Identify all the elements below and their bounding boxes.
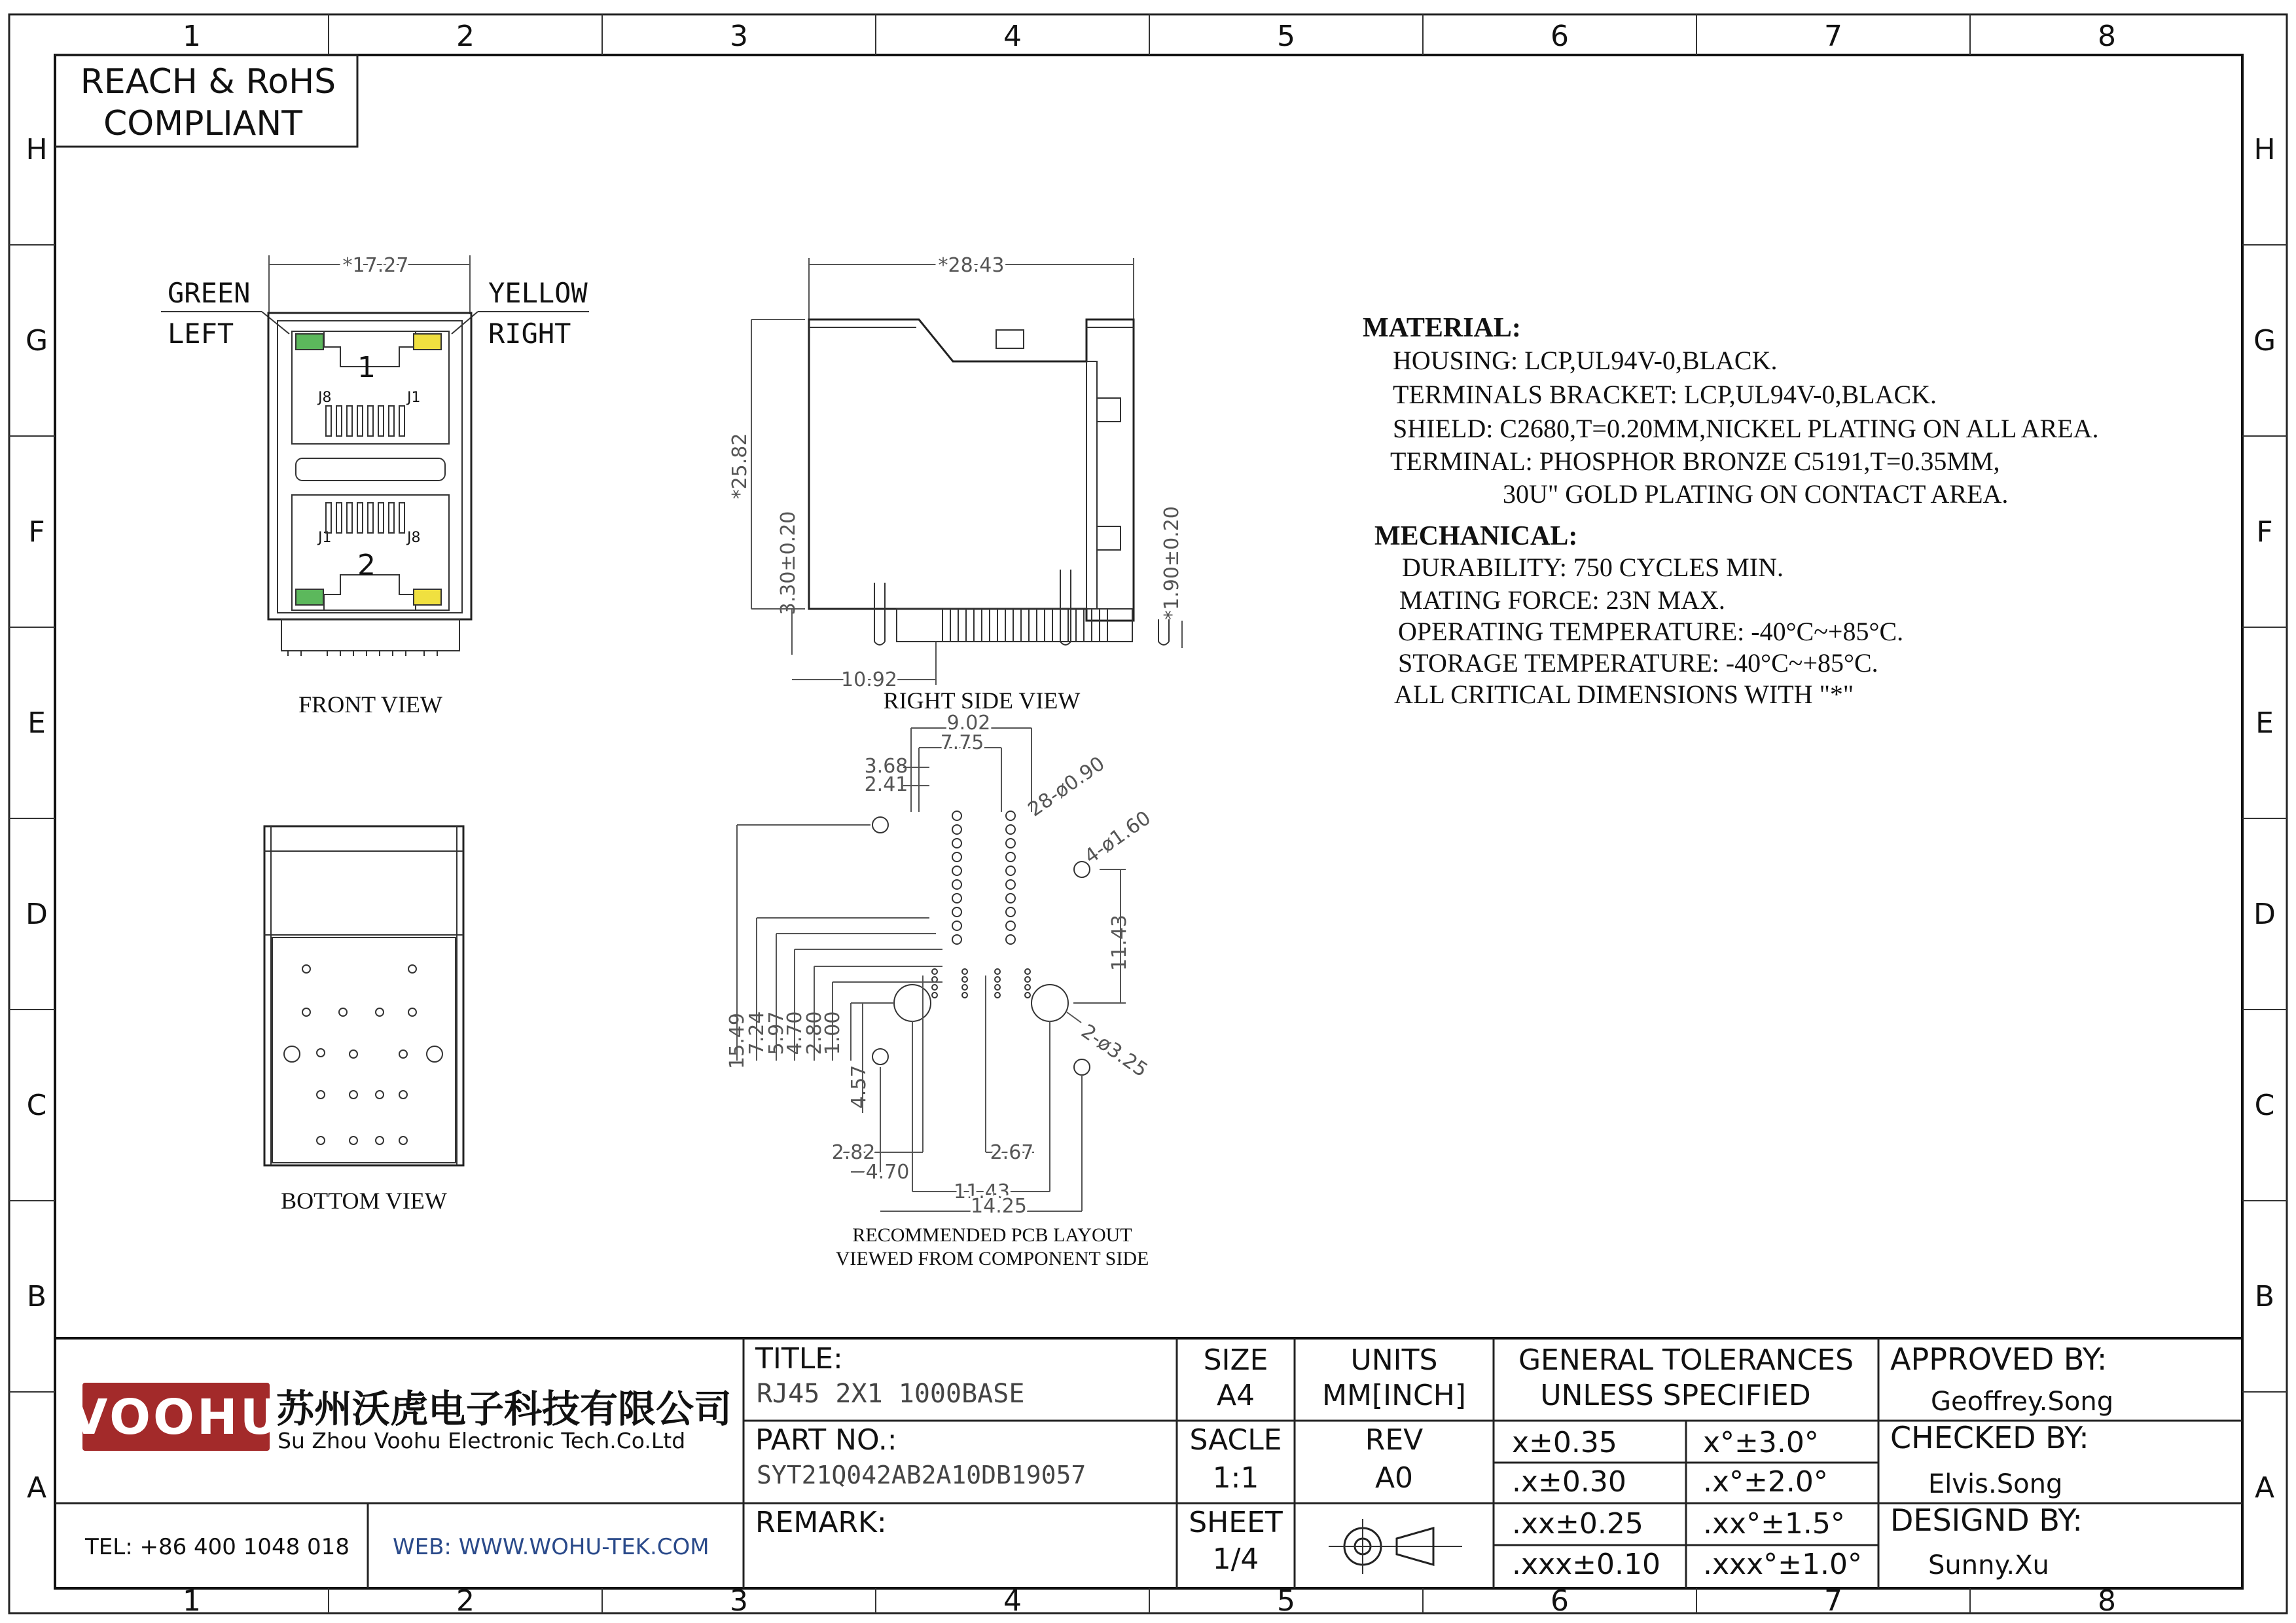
tol-linear: .xx±0.25 [1512, 1507, 1643, 1541]
dim-3-68: 3.68 [864, 755, 908, 778]
scale-value: 1:1 [1212, 1461, 1259, 1495]
contact-pin [368, 503, 373, 533]
dim-7-75: 7.75 [940, 731, 984, 754]
compliance-line-1: REACH & RoHS [80, 62, 336, 101]
mechanical-line: DURABILITY: 750 CYCLES MIN. [1402, 553, 1784, 582]
col-label-bottom: 1 [183, 1584, 201, 1618]
part-value: SYT21Q042AB2A10DB19057 [757, 1461, 1086, 1489]
pcb-hole [952, 852, 961, 862]
bottom-view [264, 826, 463, 1214]
pcb-hole [1006, 866, 1015, 875]
pcb-hole [995, 969, 1000, 974]
col-label-bottom: 3 [730, 1584, 748, 1618]
company-name-en: Su Zhou Voohu Electronic Tech.Co.Ltd [278, 1428, 686, 1453]
scale-label: SACLE [1189, 1423, 1282, 1457]
pcb-hole [995, 977, 1000, 982]
tol-angular: x°±3.0° [1703, 1426, 1819, 1459]
col-label-bottom: 8 [2098, 1584, 2116, 1618]
dim-15-49: 15.49 [726, 1013, 749, 1069]
company-name-cn: 苏州沃虎电子科技有限公司 [276, 1387, 732, 1431]
pin-hole [317, 1091, 325, 1099]
row-label-right: F [2256, 515, 2273, 549]
pcb-hole [995, 985, 1000, 990]
mechanical-line: ALL CRITICAL DIMENSIONS WITH "*" [1394, 680, 1854, 709]
row-label-left: H [26, 133, 48, 166]
tolerance-title-2: UNLESS SPECIFIED [1540, 1379, 1811, 1412]
approved-label: APPROVED BY: [1890, 1341, 2108, 1377]
pcb-hole [952, 880, 961, 889]
row-label-right: E [2255, 706, 2274, 740]
rev-value: A0 [1374, 1461, 1414, 1495]
dim-9-02: 9.02 [946, 712, 991, 735]
dim-2-82: 2.82 [831, 1141, 876, 1164]
contact-pin [399, 503, 404, 533]
contact-pin [399, 406, 404, 436]
row-label-left: F [28, 515, 45, 549]
title-value: RJ45 2X1 1000BASE [757, 1379, 1025, 1409]
tol-linear: .x±0.30 [1512, 1465, 1626, 1499]
contact-pin [326, 503, 331, 533]
pcb-layout [726, 712, 1155, 1269]
pin-hole [350, 1091, 357, 1099]
led-yellow-top [414, 334, 441, 350]
contact-pin [336, 406, 342, 436]
col-label-top: 6 [1551, 20, 1569, 53]
material-line: HOUSING: LCP,UL94V-0,BLACK. [1393, 346, 1778, 375]
row-label-right: H [2253, 133, 2276, 166]
pcb-hole [952, 825, 961, 834]
pin-length-right-dim: *1.90±0.20 [1160, 506, 1183, 620]
pcb-hole [952, 907, 961, 917]
pin-hole [376, 1137, 384, 1144]
contact-pin [378, 406, 384, 436]
tol-angular: .x°±2.0° [1703, 1465, 1828, 1499]
col-label-top: 3 [730, 20, 748, 53]
contact-pin [357, 406, 363, 436]
col-label-top: 8 [2098, 20, 2116, 53]
pcb-hole [1006, 894, 1015, 903]
compliance-line-2: COMPLIANT [103, 104, 303, 143]
pin-hole [317, 1137, 325, 1144]
size-label: SIZE [1203, 1343, 1268, 1377]
pin-hole [399, 1091, 407, 1099]
j1-bottom-label: J1 [318, 530, 332, 546]
hole-0-90-dim: 28-ø0.90 [1024, 752, 1109, 822]
pcb-hole [1025, 969, 1030, 974]
side-view-label: RIGHT SIDE VIEW [883, 687, 1081, 714]
led-yellow-bottom [414, 589, 441, 605]
row-label-left: A [26, 1471, 47, 1504]
side-bottom-dim: 10.92 [841, 668, 897, 691]
contact-pin [326, 406, 331, 436]
sheet-label: SHEET [1189, 1506, 1283, 1539]
units-label: UNITS [1350, 1343, 1438, 1377]
mechanical-line: OPERATING TEMPERATURE: -40°C~+85°C. [1398, 617, 1904, 646]
side-view [728, 254, 1183, 714]
contact-pin [389, 406, 394, 436]
col-label-top: 2 [456, 20, 475, 53]
units-value: MM[INCH] [1322, 1379, 1466, 1412]
side-height-dim: *25.82 [728, 433, 751, 500]
port-2-label: 2 [357, 549, 376, 582]
dim-1-00: 1.00 [821, 1011, 844, 1055]
pcb-label-1: RECOMMENDED PCB LAYOUT [852, 1224, 1132, 1246]
row-label-left: B [26, 1280, 47, 1313]
contact-pin [368, 406, 373, 436]
checked-label: CHECKED BY: [1890, 1420, 2089, 1455]
checked-value: Elvis.Song [1928, 1469, 2063, 1499]
pin-hole [376, 1091, 384, 1099]
contact-pin [336, 503, 342, 533]
mechanical-line: STORAGE TEMPERATURE: -40°C~+85°C. [1398, 648, 1878, 678]
material-line: TERMINAL: PHOSPHOR BRONZE C5191,T=0.35MM, [1390, 447, 2000, 476]
yellow-label: YELLOW [488, 277, 588, 309]
pin-hole [339, 1008, 347, 1016]
row-label-right: G [2253, 324, 2276, 357]
col-label-bottom: 7 [1824, 1584, 1842, 1618]
mechanical-line: MATING FORCE: 23N MAX. [1399, 585, 1725, 615]
pin-hole [376, 1008, 384, 1016]
pin-hole [302, 965, 310, 973]
led-green-bottom [296, 589, 323, 605]
row-label-right: A [2254, 1471, 2275, 1504]
tol-linear: x±0.35 [1512, 1426, 1617, 1459]
brand-logo-text: VOOHU [70, 1389, 282, 1446]
pcb-hole [962, 985, 967, 990]
dim-4-70-vertical: 4.70 [783, 1011, 806, 1055]
col-label-bottom: 4 [1003, 1584, 1022, 1618]
pcb-hole [932, 969, 937, 974]
row-label-left: C [26, 1089, 47, 1122]
col-label-top: 1 [183, 20, 201, 53]
dim-2-41: 2.41 [864, 773, 908, 796]
contact-pin [357, 503, 363, 533]
row-label-left: G [25, 324, 48, 357]
sheet-value: 1/4 [1212, 1542, 1259, 1576]
pin-hole [408, 965, 416, 973]
material-line: TERMINALS BRACKET: LCP,UL94V-0,BLACK. [1393, 380, 1937, 409]
mount-hole [427, 1046, 442, 1062]
pcb-hole [952, 894, 961, 903]
green-label: GREEN [168, 277, 251, 309]
projection-symbol-icon [1329, 1519, 1462, 1574]
dim-11-43-horizontal: 11.43 [954, 1180, 1010, 1203]
col-label-bottom: 2 [456, 1584, 475, 1618]
pin-hole [350, 1050, 357, 1058]
pin-hole [399, 1050, 407, 1058]
row-label-right: B [2254, 1280, 2275, 1313]
dim-4-70-horizontal: 4.70 [865, 1161, 910, 1184]
pcb-hole [932, 985, 937, 990]
col-label-top: 4 [1003, 20, 1022, 53]
dim-2-67: 2.67 [990, 1141, 1034, 1164]
pin-hole [350, 1137, 357, 1144]
contact-pin [389, 503, 394, 533]
approved-value: Geoffrey.Song [1931, 1387, 2114, 1417]
j8-bottom-label: J8 [407, 530, 421, 546]
led-green-top [296, 334, 323, 350]
port-1-label: 1 [357, 351, 376, 384]
mechanical-heading: MECHANICAL: [1374, 521, 1578, 551]
contact-pin [347, 503, 352, 533]
front-view-label: FRONT VIEW [298, 691, 442, 718]
pcb-hole [952, 935, 961, 944]
pcb-hole [1025, 977, 1030, 982]
mount-hole [284, 1046, 300, 1062]
pcb-label-2: VIEWED FROM COMPONENT SIDE [835, 1248, 1149, 1269]
col-label-top: 5 [1277, 20, 1295, 53]
contact-pin [347, 406, 352, 436]
web-link[interactable]: WEB: WWW.WOHU-TEK.COM [393, 1534, 709, 1560]
pin-hole [302, 1008, 310, 1016]
rev-label: REV [1365, 1423, 1424, 1457]
contacts-top [326, 406, 404, 436]
compliance-box [55, 55, 357, 147]
pin-hole [408, 1008, 416, 1016]
notes [1363, 313, 2098, 709]
dim-2-80: 2.80 [803, 1011, 826, 1055]
row-label-left: D [26, 898, 48, 931]
front-width-dim: *17.27 [342, 254, 409, 277]
pcb-hole [952, 811, 961, 820]
pcb-hole [1006, 935, 1015, 944]
pin-length-left-dim: 3.30±0.20 [777, 511, 800, 615]
hole-3-25-dim: 2-ø3.25 [1077, 1019, 1152, 1082]
pcb-hole [952, 866, 961, 875]
side-width-dim: *28.43 [938, 254, 1005, 277]
tolerance-title-1: GENERAL TOLERANCES [1518, 1343, 1854, 1377]
pcb-hole [995, 993, 1000, 998]
contact-pin [378, 503, 384, 533]
pcb-hole [932, 977, 937, 982]
bottom-view-label: BOTTOM VIEW [281, 1188, 447, 1214]
row-label-right: D [2253, 898, 2276, 931]
pcb-hole [1006, 825, 1015, 834]
tol-linear: .xxx±0.10 [1512, 1548, 1660, 1581]
dim-14-25: 14.25 [971, 1195, 1027, 1218]
pcb-hole [962, 977, 967, 982]
pcb-hole [1025, 985, 1030, 990]
pcb-hole [962, 969, 967, 974]
part-label: PART NO.: [755, 1423, 897, 1457]
dim-11-43-vertical: 11.43 [1108, 915, 1131, 971]
dim-7-24: 7.24 [745, 1011, 768, 1055]
contacts-bottom [326, 503, 404, 533]
material-line: 30U" GOLD PLATING ON CONTACT AREA. [1503, 479, 2009, 509]
left-label: LEFT [168, 318, 234, 350]
pin-hole [399, 1137, 407, 1144]
pin-hole [317, 1049, 325, 1057]
tol-angular: .xx°±1.5° [1703, 1507, 1845, 1541]
j8-top-label: J8 [318, 390, 332, 406]
remark-label: REMARK: [755, 1506, 887, 1539]
material-line: SHIELD: C2680,T=0.20MM,NICKEL PLATING ON ALL AREA. [1393, 414, 2099, 443]
pcb-hole [1006, 811, 1015, 820]
pcb-hole [932, 993, 937, 998]
dim-4-57: 4.57 [848, 1065, 870, 1109]
pcb-hole [1006, 839, 1015, 848]
designed-value: Sunny.Xu [1928, 1550, 2049, 1580]
size-value: A4 [1216, 1379, 1255, 1412]
title-label: TITLE: [755, 1342, 843, 1376]
col-label-bottom: 6 [1551, 1584, 1569, 1618]
row-label-right: C [2254, 1089, 2275, 1122]
j1-top-label: J1 [407, 390, 421, 406]
dim-5-97: 5.97 [765, 1011, 788, 1055]
material-heading: MATERIAL: [1363, 313, 1521, 343]
col-label-top: 7 [1824, 20, 1842, 53]
title-block [55, 1338, 2242, 1588]
right-label: RIGHT [488, 318, 571, 350]
pcb-hole [952, 921, 961, 930]
tol-angular: .xxx°±1.0° [1703, 1548, 1862, 1581]
hole-1-60-dim: 4-ø1.60 [1080, 806, 1155, 869]
pcb-hole [1006, 880, 1015, 889]
designed-label: DESIGND BY: [1890, 1503, 2083, 1538]
pcb-hole [1006, 907, 1015, 917]
pcb-hole [1006, 921, 1015, 930]
front-view [161, 254, 589, 718]
row-label-left: E [27, 706, 46, 740]
tel-text: TEL: +86 400 1048 018 [85, 1534, 350, 1560]
pcb-hole [962, 993, 967, 998]
pcb-hole [1006, 852, 1015, 862]
pcb-hole [952, 839, 961, 848]
pcb-hole [1025, 993, 1030, 998]
col-label-bottom: 5 [1277, 1584, 1295, 1618]
